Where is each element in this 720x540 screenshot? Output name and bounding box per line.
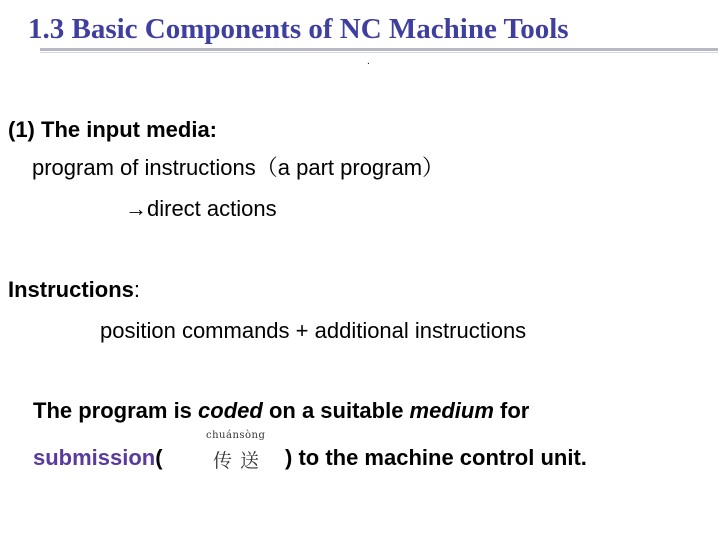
title-dot: . (367, 56, 370, 67)
submission-word: submission (33, 445, 156, 470)
p1-text-e: for (493, 398, 530, 423)
input-media-line-2: →direct actions (125, 196, 277, 221)
program-paragraph-line-2-right: ) to the machine control unit. (285, 445, 587, 470)
instructions-heading-row (8, 276, 140, 304)
slide-title: 1.3 Basic Components of NC Machine Tools (28, 13, 569, 45)
hanzi-text: 传送 (213, 450, 268, 472)
p1-text-a: The program is (33, 398, 199, 423)
input-media-heading: (1) The input media: (8, 117, 217, 142)
program-paragraph-line-2-left (33, 444, 163, 472)
instructions-heading: Instructions (8, 277, 134, 302)
instructions-colon: : (133, 277, 141, 302)
p1-medium: medium (409, 398, 494, 423)
p1-text-c: on a suitable (262, 398, 410, 423)
open-paren: ( (155, 445, 163, 470)
pinyin-annotation (205, 430, 273, 474)
pinyin-text: chuánsòng (206, 430, 266, 441)
program-paragraph-line-1 (33, 397, 529, 425)
instructions-line-1: position commands + additional instructions (100, 318, 527, 343)
title-underline (40, 48, 718, 51)
input-media-line-1: program of instructions（a part program） (32, 155, 445, 180)
p1-coded: coded (198, 398, 263, 423)
title-underline-shadow (40, 52, 718, 53)
